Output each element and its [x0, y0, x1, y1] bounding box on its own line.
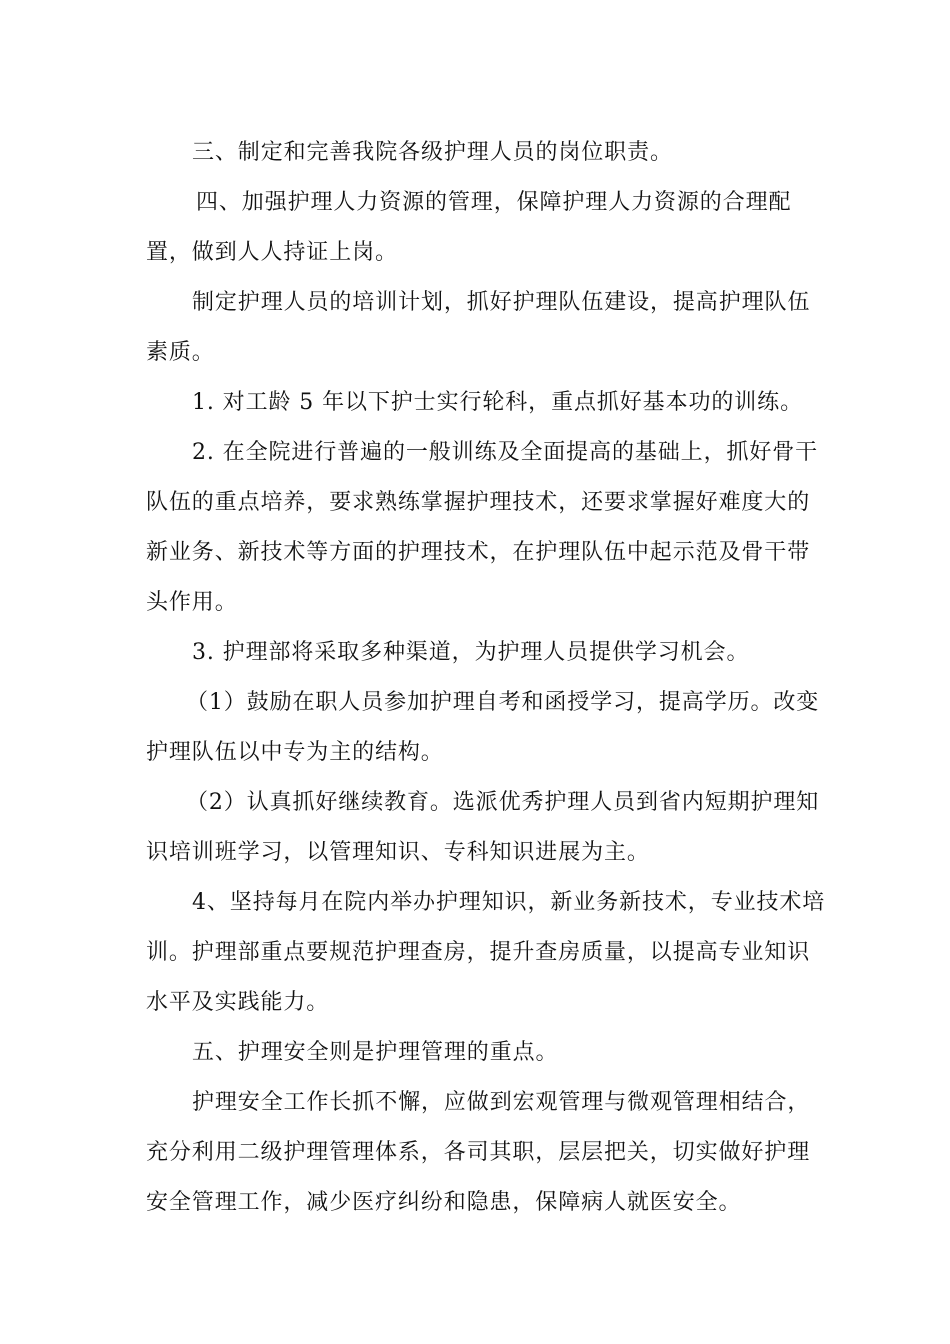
text-line: 2. 在全院进行普遍的一般训练及全面提高的基础上，抓好骨干: [192, 440, 819, 465]
text-line: 五、护理安全则是护理管理的重点。: [192, 1040, 559, 1065]
text-line: 3. 护理部将采取多种渠道，为护理人员提供学习机会。: [192, 640, 750, 665]
text-line: 新业务、新技术等方面的护理技术，在护理队伍中起示范及骨干带: [146, 540, 811, 565]
text-line: 头作用。: [146, 590, 238, 615]
text-line: 制定护理人员的培训计划，抓好护理队伍建设，提高护理队伍: [192, 290, 811, 315]
text-line: 训。护理部重点要规范护理查房，提升查房质量，以提高专业知识: [146, 940, 811, 965]
text-line: 四、加强护理人力资源的管理，保障护理人力资源的合理配: [196, 190, 792, 215]
text-line: 三、制定和完善我院各级护理人员的岗位职责。: [192, 140, 673, 165]
text-line: 素质。: [146, 340, 215, 365]
text-line: 置，做到人人持证上岗。: [146, 240, 398, 265]
text-line: 水平及实践能力。: [146, 990, 330, 1015]
text-line: 4、坚持每月在院内举办护理知识，新业务新技术，专业技术培: [192, 890, 826, 915]
text-line: （1）鼓励在职人员参加护理自考和函授学习，提高学历。改变: [186, 690, 820, 715]
text-line: 护理队伍以中专为主的结构。: [146, 740, 444, 765]
text-line: 识培训班学习，以管理知识、专科知识进展为主。: [146, 840, 650, 865]
text-line: 队伍的重点培养，要求熟练掌握护理技术，还要求掌握好难度大的: [146, 490, 811, 515]
text-line: 安全管理工作，减少医疗纠纷和隐患，保障病人就医安全。: [146, 1190, 742, 1215]
text-line: 1. 对工龄 5 年以下护士实行轮科，重点抓好基本功的训练。: [192, 390, 803, 415]
text-line: 护理安全工作长抓不懈，应做到宏观管理与微观管理相结合，: [192, 1090, 811, 1115]
text-line: 充分利用二级护理管理体系，各司其职，层层把关，切实做好护理: [146, 1140, 811, 1165]
text-line: （2）认真抓好继续教育。选派优秀护理人员到省内短期护理知: [186, 790, 820, 815]
